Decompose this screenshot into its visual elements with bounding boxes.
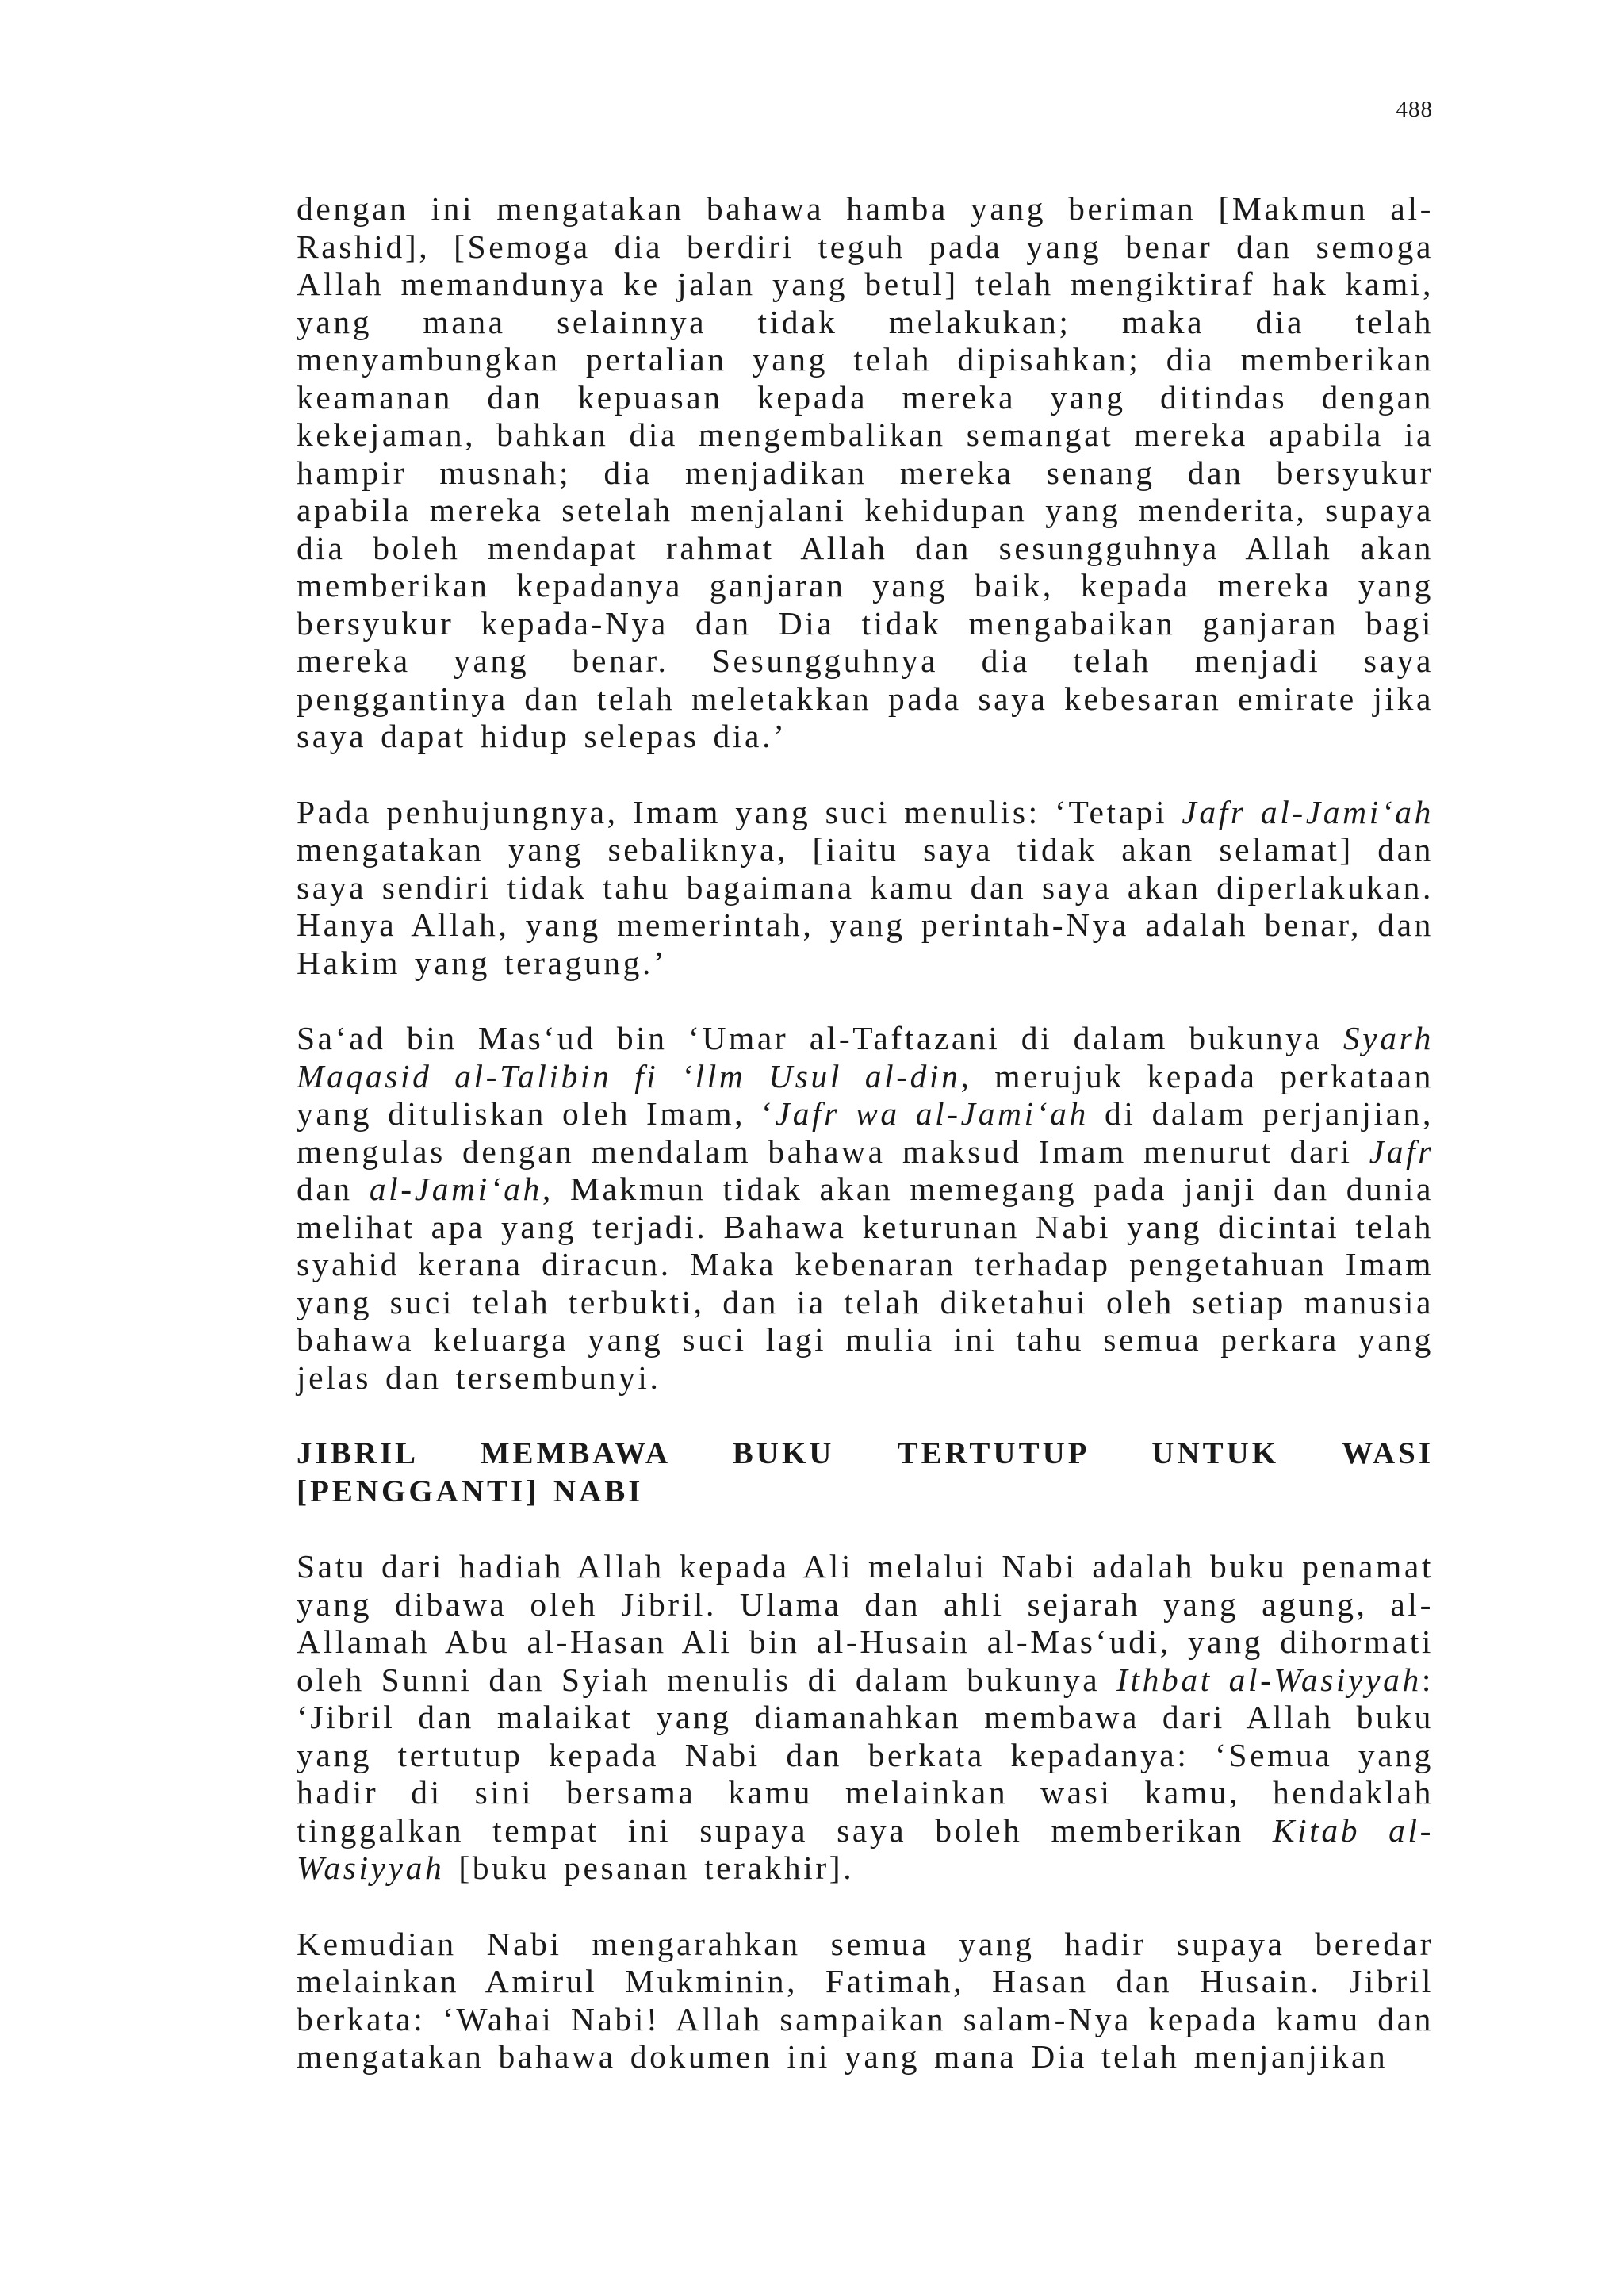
page-number: 488	[1396, 97, 1433, 122]
italic-title-run: Jafr al-Jami‘ah	[1182, 793, 1434, 830]
text-run: , merujuk kepada perkataan yang dituliskan oleh Imam, ‘	[297, 1057, 1434, 1132]
text-run: mengatakan yang sebaliknya, [iaitu saya tidak akan selamat] dan saya sendiri tidak tahu bagaimana kamu dan saya akan diperlakukan. Hanya Allah, yang memerintah, yang perintah-Nya adalah benar, dan Hakim yang teragung.’	[297, 831, 1434, 981]
text-run: di dalam perjanjian, mengulas dengan mendalam bahawa maksud Imam menurut dari	[297, 1095, 1434, 1170]
paragraph	[297, 1020, 1434, 1397]
section-heading	[297, 1435, 1434, 1510]
italic-title-run: Ithbat al-Wasiyyah	[1116, 1661, 1422, 1698]
italic-title-run: Jafr wa al-Jami‘ah	[775, 1095, 1089, 1132]
text-run: Pada penhujungnya, Imam yang suci menulis: ‘Tetapi	[297, 793, 1182, 830]
page-body	[297, 190, 1434, 2076]
italic-title-run: Kitab al-Wasiyyah	[297, 1811, 1434, 1886]
text-run: Sa‘ad bin Mas‘ud bin ‘Umar al-Taftazani di dalam bukunya	[297, 1020, 1343, 1056]
italic-title-run: Jafr	[1369, 1133, 1434, 1170]
text-run: dengan ini mengatakan bahawa hamba yang beriman [Makmun al-Rashid], [Semoga dia berdiri teguh pada yang benar dan semoga Allah memandunya ke jalan yang betul] telah mengiktiraf hak kami, yang mana selainnya tidak melakukan; maka dia telah menyambungkan pertalian yang telah dipisahkan; dia memberikan keamanan dan kepuasan kepada mereka yang ditindas dengan kekejaman, bahkan dia mengembalikan semangat mereka apabila ia hampir musnah; dia menjadikan mereka senang dan bersyukur apabila mereka setelah menjalani kehidupan yang menderita, supaya dia boleh mendapat rahmat Allah dan sesungguhnya Allah akan memberikan kepadanya ganjaran yang baik, kepada mereka yang bersyukur kepada-Nya dan Dia tidak mengabaikan ganjaran bagi mereka yang benar. Sesungguhnya dia telah menjadi saya penggantinya dan telah meletakkan pada saya kebesaran emirate jika saya dapat hidup selepas dia.’	[297, 190, 1434, 754]
section-heading-line-2: [PENGGANTI] NABI	[297, 1474, 644, 1508]
paragraph	[297, 1926, 1434, 2076]
text-run: Satu dari hadiah Allah kepada Ali melalui Nabi adalah buku penamat yang dibawa oleh Jibril. Ulama dan ahli sejarah yang agung, al-Allamah Abu al-Hasan Ali bin al-Husain al-Mas‘udi, yang dihormati oleh Sunni dan Syiah menulis di dalam bukunya	[297, 1548, 1434, 1698]
text-run: [buku pesanan terakhir].	[444, 1849, 855, 1886]
italic-title-run: al-Jami‘ah	[369, 1171, 542, 1207]
section-heading-line-1: JIBRIL MEMBAWA BUKU TERTUTUP UNTUK WASI	[297, 1436, 1434, 1470]
text-run: Kemudian Nabi mengarahkan semua yang hadir supaya beredar melainkan Amirul Mukminin, Fatimah, Hasan dan Husain. Jibril berkata: ‘Wahai Nabi! Allah sampaikan salam-Nya kepada kamu dan mengatakan bahawa dokumen ini yang mana Dia telah menjanjikan	[297, 1925, 1434, 2075]
paragraph	[297, 1548, 1434, 1888]
paragraph	[297, 190, 1434, 756]
paragraph	[297, 794, 1434, 983]
text-run: dan	[297, 1171, 370, 1207]
text-run: , Makmun tidak akan memegang pada janji dan dunia melihat apa yang terjadi. Bahawa keturunan Nabi yang dicintai telah syahid kerana diracun. Maka kebenaran terhadap pengetahuan Imam yang suci telah terbukti, dan ia telah diketahui oleh setiap manusia bahawa keluarga yang suci lagi mulia ini tahu semua perkara yang jelas dan tersembunyi.	[297, 1171, 1434, 1396]
text-run: : ‘Jibril dan malaikat yang diamanahkan membawa dari Allah buku yang tertutup kepada Nabi dan berkata kepadanya: ‘Semua yang hadir di sini bersama kamu melainkan wasi kamu, hendaklah tinggalkan tempat ini supaya saya boleh memberikan	[297, 1661, 1434, 1849]
italic-title-run: Syarh Maqasid al-Talibin fi ‘llm Usul al-din	[297, 1020, 1434, 1094]
